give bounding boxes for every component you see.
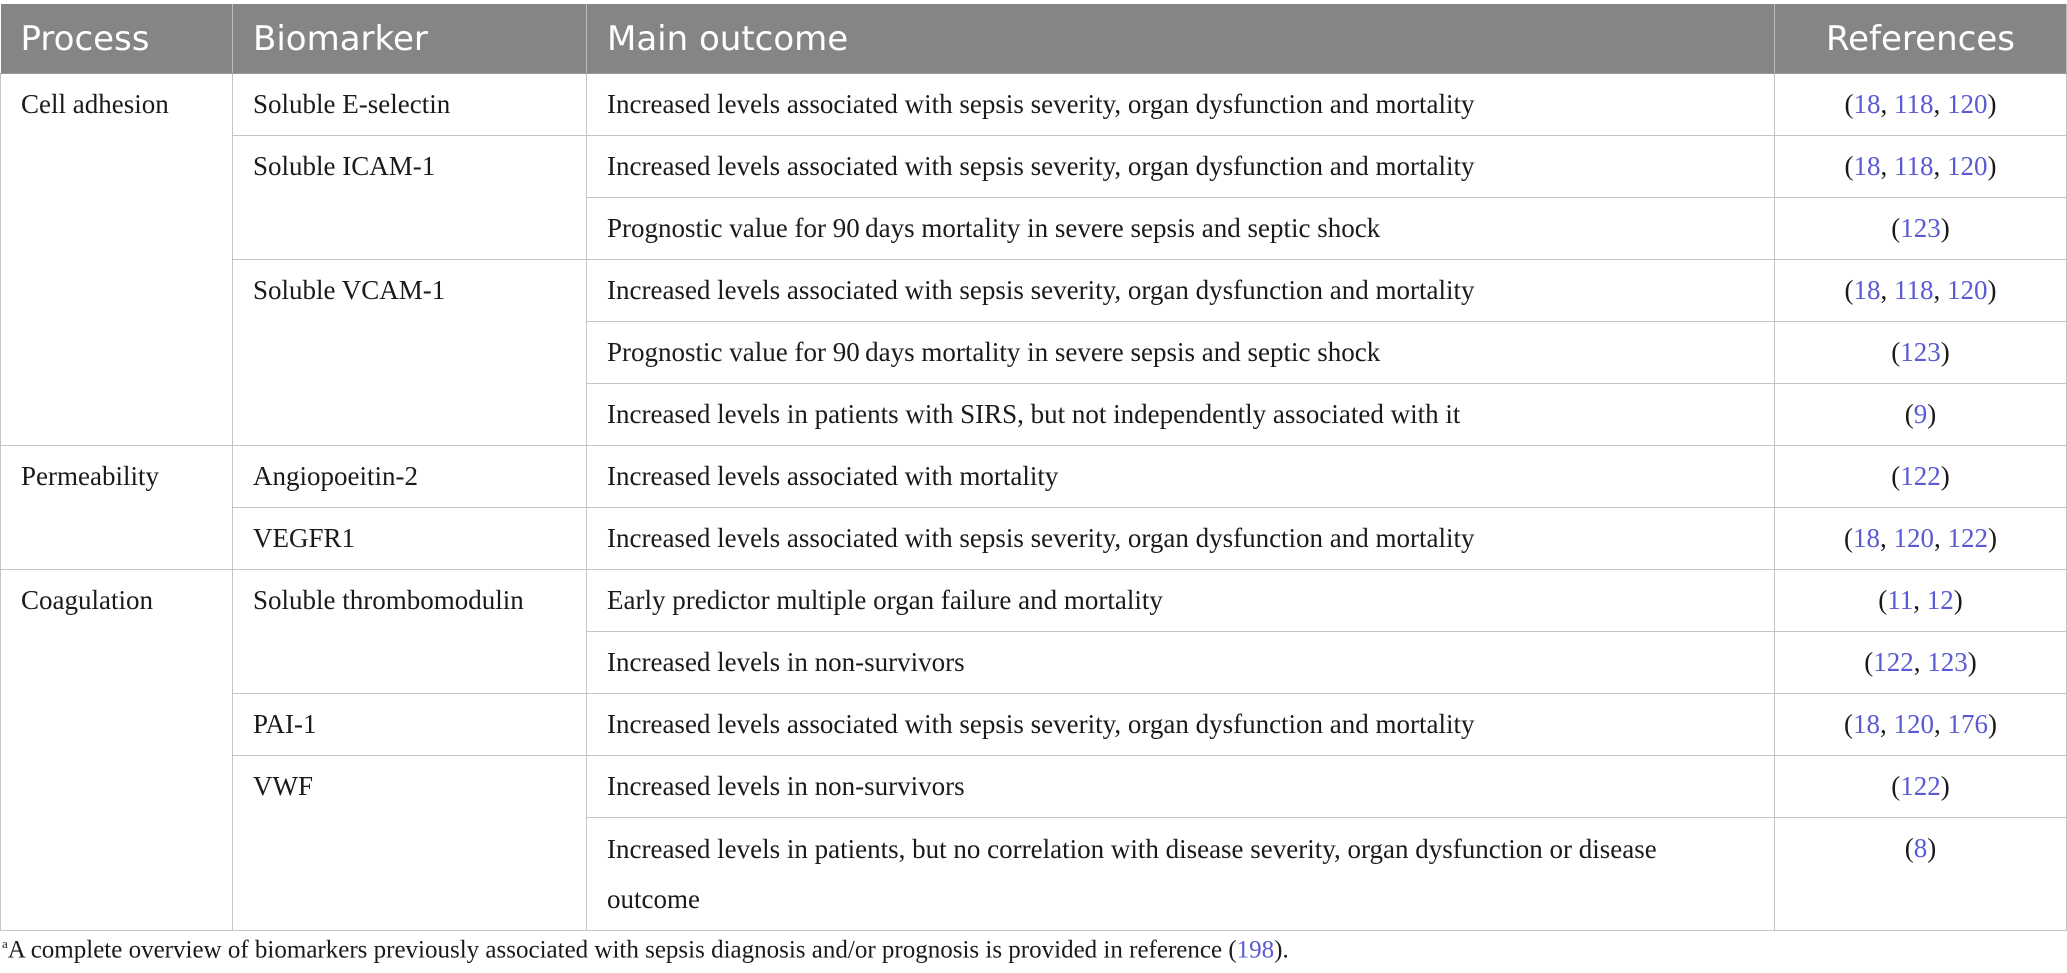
biomarker-cell: VWF (233, 756, 587, 931)
reference-link[interactable]: 120 (1947, 151, 1988, 181)
table-row (1, 694, 2067, 756)
references-cell: (8) (1775, 818, 2067, 931)
references-cell: (123) (1775, 198, 2067, 260)
footnote-text: A complete overview of biomarkers previously associated with sepsis diagnosis and/or prognosis is provided in reference ( (7, 936, 1237, 964)
references-cell: (122, 123) (1775, 632, 2067, 694)
references-cell: (18, 120, 176) (1775, 694, 2067, 756)
references-cell: (9) (1775, 384, 2067, 446)
table-row (1, 570, 2067, 632)
header-biomarker: Biomarker (233, 4, 587, 74)
reference-link[interactable]: 118 (1894, 151, 1934, 181)
outcome-cell: Increased levels in patients with SIRS, but not independently associated with it (587, 384, 1775, 446)
reference-link[interactable]: 9 (1913, 399, 1928, 429)
biomarker-cell: Soluble E-selectin (233, 74, 587, 136)
outcome-cell: Increased levels associated with sepsis severity, organ dysfunction and mortality (587, 74, 1775, 136)
biomarker-cell: Soluble thrombomodulin (233, 570, 587, 694)
outcome-cell: Increased levels in non-survivors (587, 756, 1775, 818)
references-cell: (122) (1775, 446, 2067, 508)
reference-link[interactable]: 176 (1947, 709, 1988, 739)
reference-link[interactable]: 118 (1894, 275, 1934, 305)
reference-link[interactable]: 120 (1893, 523, 1934, 553)
reference-link[interactable]: 122 (1900, 771, 1941, 801)
outcome-cell: Increased levels associated with sepsis severity, organ dysfunction and mortality (587, 508, 1775, 570)
references-cell: (18, 120, 122) (1775, 508, 2067, 570)
biomarker-cell: Soluble VCAM-1 (233, 260, 587, 446)
reference-link[interactable]: 123 (1900, 213, 1941, 243)
reference-link[interactable]: 122 (1873, 647, 1914, 677)
biomarker-cell: Angiopoeitin-2 (233, 446, 587, 508)
footnote-marker: a (2, 936, 8, 951)
table-row (1, 74, 2067, 136)
reference-link[interactable]: 18 (1853, 523, 1880, 553)
outcome-cell: Increased levels associated with sepsis severity, organ dysfunction and mortality (587, 136, 1775, 198)
outcome-cell: Increased levels in patients, but no correlation with disease severity, organ dysfunction or disease outcome (587, 818, 1775, 931)
biomarker-table (0, 4, 2067, 931)
outcome-cell: Prognostic value for 90 days mortality in severe sepsis and septic shock (587, 322, 1775, 384)
references-cell: (123) (1775, 322, 2067, 384)
footnote-end: ). (1274, 936, 1289, 964)
reference-link[interactable]: 11 (1887, 585, 1914, 615)
process-cell: Permeability (1, 446, 233, 570)
table-row (1, 756, 2067, 818)
references-cell: (11, 12) (1775, 570, 2067, 632)
outcome-cell: Increased levels associated with sepsis severity, organ dysfunction and mortality (587, 694, 1775, 756)
outcome-cell: Early predictor multiple organ failure and mortality (587, 570, 1775, 632)
header-references: References (1775, 4, 2067, 74)
table-row (1, 136, 2067, 198)
outcome-cell: Prognostic value for 90 days mortality in severe sepsis and septic shock (587, 198, 1775, 260)
reference-link[interactable]: 122 (1900, 461, 1941, 491)
reference-link[interactable]: 120 (1947, 89, 1988, 119)
references-cell: (122) (1775, 756, 2067, 818)
reference-link[interactable]: 120 (1947, 275, 1988, 305)
header-process: Process (1, 4, 233, 74)
outcome-cell: Increased levels in non-survivors (587, 632, 1775, 694)
reference-link[interactable]: 18 (1853, 275, 1881, 305)
outcome-cell: Increased levels associated with sepsis severity, organ dysfunction and mortality (587, 260, 1775, 322)
reference-link[interactable]: 18 (1853, 151, 1881, 181)
table-footnote (2, 936, 1289, 964)
table-header (1, 4, 2067, 74)
table-row (1, 446, 2067, 508)
reference-link[interactable]: 123 (1927, 647, 1968, 677)
biomarker-cell: VEGFR1 (233, 508, 587, 570)
reference-link[interactable]: 118 (1894, 89, 1934, 119)
table-body (1, 74, 2067, 931)
process-cell: Cell adhesion (1, 74, 233, 446)
references-cell: (18, 118, 120) (1775, 260, 2067, 322)
process-cell: Coagulation (1, 570, 233, 931)
table-row (1, 260, 2067, 322)
reference-link[interactable]: 18 (1853, 89, 1881, 119)
references-cell: (18, 118, 120) (1775, 74, 2067, 136)
reference-link[interactable]: 8 (1913, 833, 1928, 863)
reference-link[interactable]: 123 (1900, 337, 1941, 367)
reference-link[interactable]: 122 (1947, 523, 1988, 553)
header-outcome: Main outcome (587, 4, 1775, 74)
reference-link[interactable]: 120 (1893, 709, 1934, 739)
footnote-reference-link[interactable]: 198 (1236, 936, 1275, 964)
biomarker-cell: PAI-1 (233, 694, 587, 756)
reference-link[interactable]: 12 (1926, 585, 1954, 615)
table-row (1, 508, 2067, 570)
reference-link[interactable]: 18 (1853, 709, 1880, 739)
references-cell: (18, 118, 120) (1775, 136, 2067, 198)
biomarker-cell: Soluble ICAM-1 (233, 136, 587, 260)
outcome-cell: Increased levels associated with mortality (587, 446, 1775, 508)
